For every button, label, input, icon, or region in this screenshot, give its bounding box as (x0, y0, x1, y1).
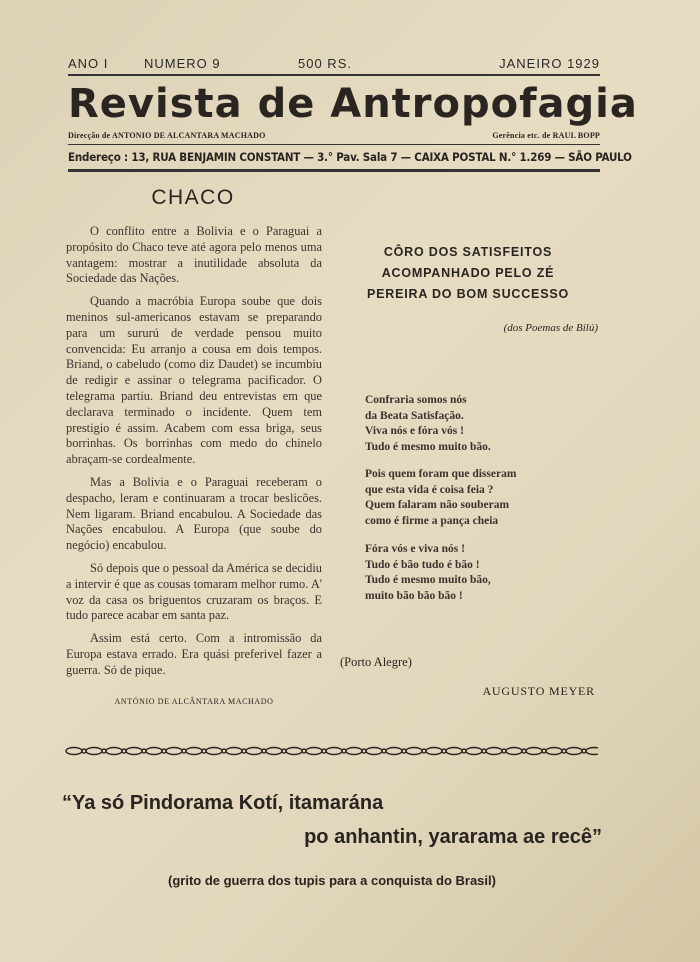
article-paragraph: Assim está certo. Com a intromissão da Europa estava errado. Era quási preferivel fazer a guerra. Só de pique. (66, 631, 322, 677)
poem-verse: Viva nós e fóra vós ! (365, 425, 464, 437)
ornament-link (286, 748, 302, 755)
poem-stanza (365, 467, 595, 529)
issue-year: ANO I (68, 56, 109, 71)
poem-title-line: CÔRO DOS SATISFEITOS (383, 245, 553, 259)
address-rule (68, 169, 600, 172)
ornament-link (126, 748, 142, 755)
poem-place: (Porto Alegre) (340, 655, 412, 669)
motto-line-1: “Ya só Pindorama Kotí, itamarána (62, 792, 384, 814)
article-title: CHACO (151, 186, 235, 209)
poem-verse: Tudo é mesmo muito bão. (365, 440, 491, 453)
poem-verse: Tudo é mesmo muito bão, (365, 574, 491, 586)
poem-verse: Tudo é bão tudo é bão ! (365, 558, 480, 571)
ornament-link (406, 748, 422, 755)
poem-verse: Pois quem foram que disseram (365, 468, 517, 480)
management-line: Gerência etc. de RAUL BOPP (492, 131, 600, 140)
ornament-link (486, 748, 502, 755)
ornament-link (146, 748, 162, 755)
masthead-rule (68, 144, 600, 145)
ornament-link (86, 748, 102, 755)
ornament-link (506, 748, 522, 755)
masthead-title: Revista de Antropofagia (68, 81, 638, 127)
ornament-link (586, 748, 598, 755)
article-signature: ANTÓNIO DE ALCÂNTARA MACHADO (114, 697, 274, 706)
poem-author: AUGUSTO MEYER (482, 684, 595, 698)
ornament-link (346, 748, 362, 755)
ornament-link (466, 748, 482, 755)
ornament-link (106, 748, 122, 755)
ornament-link (246, 748, 262, 755)
poem-verse: Fóra vós e viva nós ! (365, 543, 465, 555)
ornament-link (446, 748, 462, 755)
ornament-link (166, 748, 182, 755)
ornament-link (206, 748, 222, 755)
poem-title-line: PEREIRA DO BOM SUCCESSO (367, 287, 569, 301)
ornamental-border (62, 744, 598, 758)
poem-source: (dos Poemas de Bilú) (503, 322, 598, 334)
poem-stanza (365, 542, 595, 604)
poem-verse: como é firme a pança cheia (365, 514, 499, 527)
ornament-link (526, 748, 542, 755)
article-paragraph: Mas a Bolivia e o Paraguai receberam o despacho, leram e continuaram a trocar beslicões. Nem ligaram. Briand encabulou. A Sociedade das Nações encabulou. A Europa (que soube do negócio) encabulou. (66, 474, 322, 553)
article-paragraph: O conflito entre a Bolivia e o Paraguai a propósito do Chaco teve até agora pelo menos uma vantagem: mostrar a inutilidade absoluta da Sociedade das Nações. (66, 224, 322, 286)
poem-title-line: ACOMPANHADO PELO ZÉ (381, 266, 555, 280)
motto-line-2: po anhantin, yararama ae recê” (304, 826, 602, 848)
top-rule (68, 74, 600, 76)
ornament-link (326, 748, 342, 755)
issue-number: NUMERO 9 (144, 56, 221, 71)
issue-line (68, 56, 600, 74)
article-paragraph: Quando a macróbia Europa soube que dois meninos sul-americanos estavam se preparando para um sururú de verdade pensou muito convencida: Eu arranjo a cousa em dois tempos. Briand, o cabeludo (como diz Daudet) se incumbiu de redigir e assinar o telegrama pacificador. O telegrama partiu. Briand deu entrevistas em que declarava terminado o incidente. Quem tem prestigio é assim. Acabem com essa briga, seus borrinhas. Os borrinhas com medo do chinelo abraçam-se cordealmente. (66, 294, 322, 467)
article-body (66, 224, 322, 686)
poem-verse: Quem falaram não souberam (365, 499, 510, 511)
poem-verse: da Beata Satisfação. (365, 409, 464, 422)
ornament-link (546, 748, 562, 755)
direction-line: Direcção de ANTONIO DE ALCANTARA MACHADO (68, 131, 266, 140)
ornament-link (226, 748, 242, 755)
ornament-link (426, 748, 442, 755)
poem-verse: muito bão bão bão ! (365, 589, 463, 602)
ornament-link (566, 748, 582, 755)
motto-caption: (grito de guerra dos tupis para a conquista do Brasil) (168, 873, 496, 888)
issue-date: JANEIRO 1929 (499, 56, 600, 71)
ornament-link (66, 748, 82, 755)
ornament-link (186, 748, 202, 755)
ornament-link (366, 748, 382, 755)
poem-title (346, 242, 590, 305)
issue-price: 500 RS. (298, 56, 352, 71)
ornament-link (266, 748, 282, 755)
poem-stanza (365, 393, 595, 455)
ornament-link (306, 748, 322, 755)
address-line: Endereço : 13, RUA BENJAMIN CONSTANT — 3.° Pav. Sala 7 — CAIXA POSTAL N.° 1.269 — SÃO PAULO (68, 150, 632, 164)
article-paragraph: Só depois que o pessoal da América se decidiu a intervir é que as cousas tomaram melhor rumo. A' voz da casa os briguentos cruzaram os braços. E tudo parece acabar em santa paz. (66, 560, 322, 623)
poem-verse: que esta vida é coisa feia ? (365, 483, 494, 496)
poem-verse: Confraria somos nós (365, 394, 467, 406)
ornament-link (386, 748, 402, 755)
